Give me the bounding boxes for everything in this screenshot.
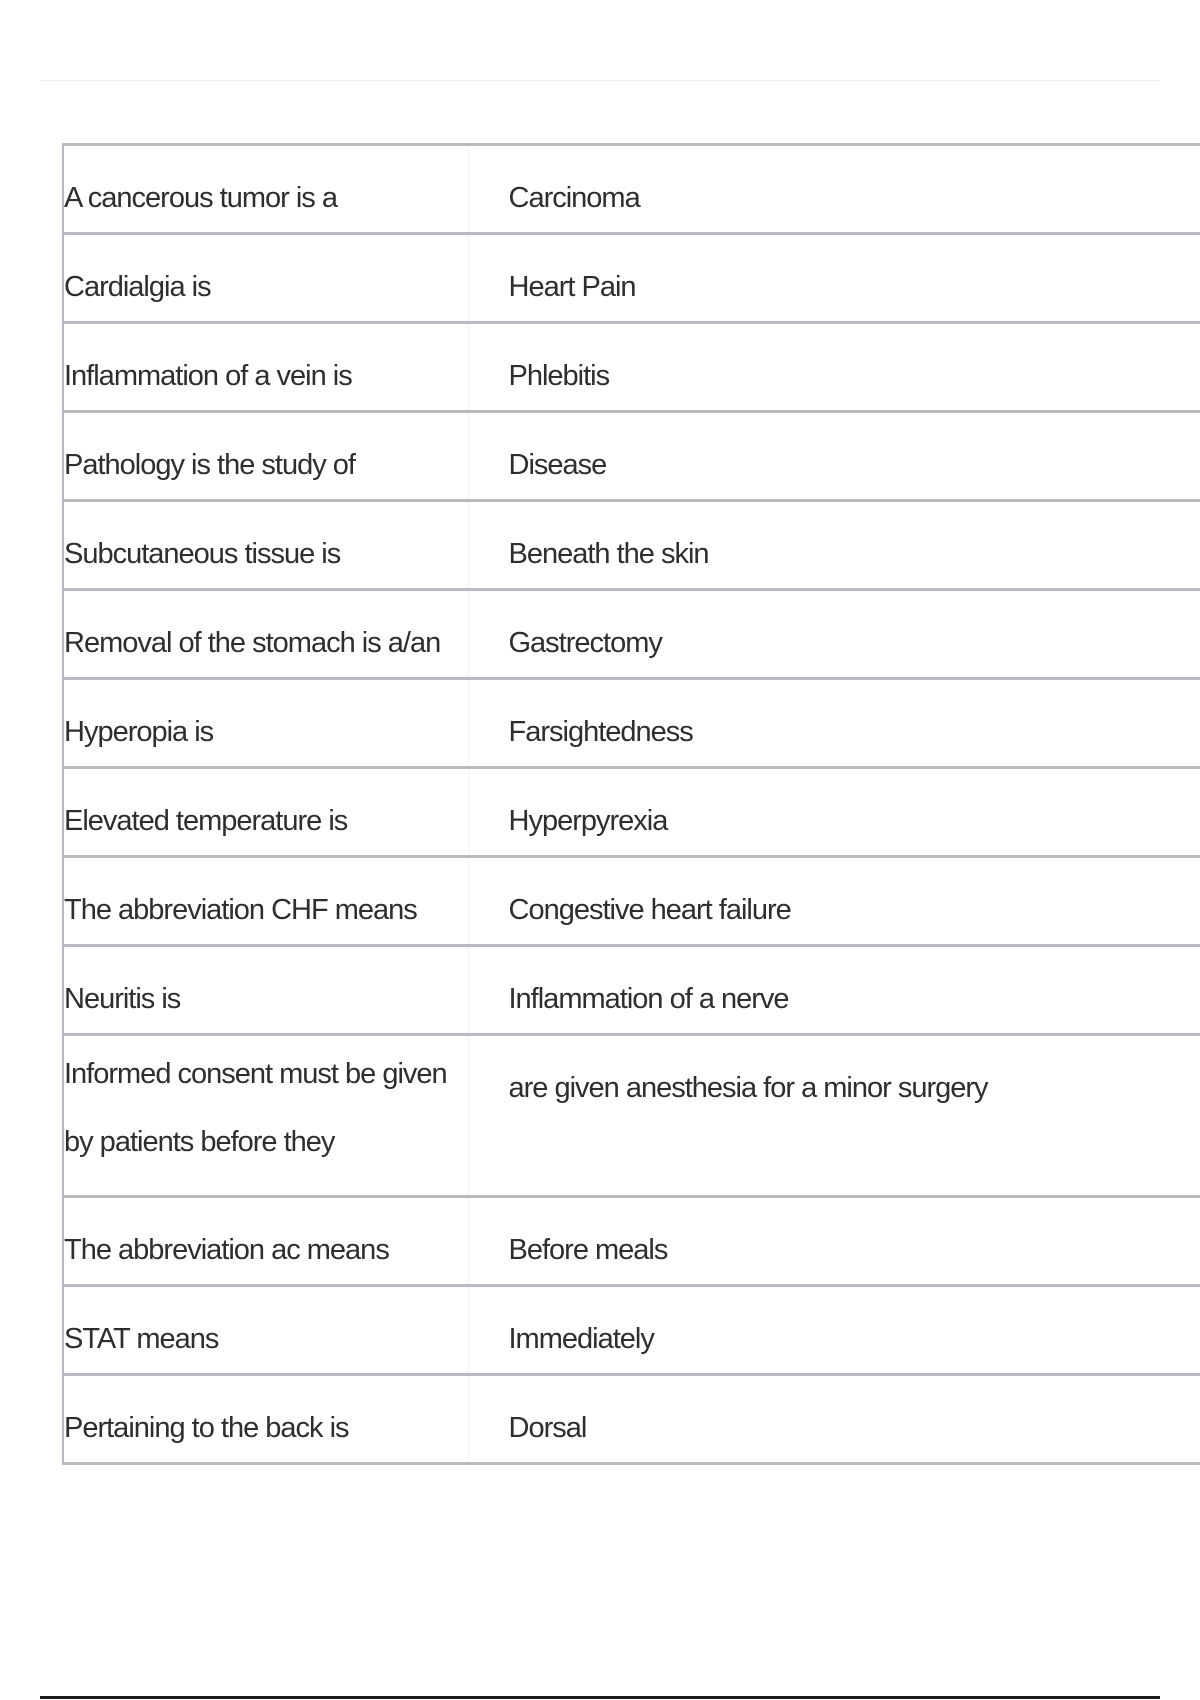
question-text: STAT means bbox=[64, 1323, 219, 1355]
question-cell bbox=[63, 501, 468, 590]
question-cell bbox=[63, 590, 468, 679]
question-text: The abbreviation CHF means bbox=[64, 894, 417, 926]
answer-cell bbox=[468, 412, 1200, 501]
answer-text: Immediately bbox=[508, 1323, 654, 1355]
question-cell bbox=[63, 1197, 468, 1286]
question-cell bbox=[63, 946, 468, 1035]
answer-cell bbox=[468, 1197, 1200, 1286]
question-cell bbox=[63, 145, 468, 234]
question-text: Elevated temperature is bbox=[64, 805, 348, 837]
question-text: Subcutaneous tissue is bbox=[64, 538, 341, 570]
answer-text: Hyperpyrexia bbox=[508, 805, 668, 837]
top-divider bbox=[40, 80, 1160, 81]
answer-text: are given anesthesia for a minor surgery bbox=[508, 1072, 988, 1104]
answer-cell bbox=[468, 323, 1200, 412]
question-cell bbox=[63, 234, 468, 323]
table-row bbox=[63, 1375, 1200, 1464]
question-cell bbox=[63, 679, 468, 768]
answer-text: Before meals bbox=[508, 1234, 668, 1266]
flashcard-table bbox=[62, 143, 1200, 1465]
table-row bbox=[63, 679, 1200, 768]
table-row bbox=[63, 145, 1200, 234]
table-row bbox=[63, 1197, 1200, 1286]
table-row bbox=[63, 323, 1200, 412]
question-cell bbox=[63, 1035, 468, 1197]
question-cell bbox=[63, 857, 468, 946]
question-text: Hyperopia is bbox=[64, 716, 214, 748]
question-text: Cardialgia is bbox=[64, 271, 211, 303]
answer-text: Phlebitis bbox=[508, 360, 610, 392]
answer-cell bbox=[468, 679, 1200, 768]
answer-cell bbox=[468, 1286, 1200, 1375]
question-text: Informed consent must be given by patients before they bbox=[64, 1058, 447, 1158]
answer-cell bbox=[468, 145, 1200, 234]
answer-cell bbox=[468, 1375, 1200, 1464]
question-text: Removal of the stomach is a/an bbox=[64, 627, 441, 659]
answer-cell bbox=[468, 857, 1200, 946]
question-text: Neuritis is bbox=[64, 983, 181, 1015]
answer-text: Dorsal bbox=[508, 1412, 587, 1444]
question-text: Pathology is the study of bbox=[64, 449, 355, 481]
answer-cell bbox=[468, 501, 1200, 590]
table-row bbox=[63, 768, 1200, 857]
answer-text: Beneath the skin bbox=[508, 538, 709, 570]
answer-text: Congestive heart failure bbox=[508, 894, 791, 926]
bottom-divider bbox=[40, 1696, 1160, 1699]
table-row bbox=[63, 857, 1200, 946]
table-row bbox=[63, 1035, 1200, 1197]
question-cell bbox=[63, 768, 468, 857]
question-cell bbox=[63, 412, 468, 501]
answer-text: Carcinoma bbox=[508, 182, 640, 214]
answer-cell bbox=[468, 946, 1200, 1035]
question-cell bbox=[63, 1286, 468, 1375]
table-row bbox=[63, 501, 1200, 590]
answer-cell bbox=[468, 1035, 1200, 1197]
table-row bbox=[63, 946, 1200, 1035]
table-row bbox=[63, 412, 1200, 501]
question-text: Pertaining to the back is bbox=[64, 1412, 349, 1444]
answer-text: Disease bbox=[508, 449, 607, 481]
table-row bbox=[63, 590, 1200, 679]
question-text: A cancerous tumor is a bbox=[64, 182, 337, 214]
answer-text: Gastrectomy bbox=[508, 627, 662, 659]
table-row bbox=[63, 1286, 1200, 1375]
answer-text: Inflammation of a nerve bbox=[508, 983, 789, 1015]
question-text: The abbreviation ac means bbox=[64, 1234, 389, 1266]
answer-cell bbox=[468, 768, 1200, 857]
question-cell bbox=[63, 323, 468, 412]
answer-text: Heart Pain bbox=[508, 271, 636, 303]
answer-text: Farsightedness bbox=[508, 716, 693, 748]
answer-cell bbox=[468, 590, 1200, 679]
question-cell bbox=[63, 1375, 468, 1464]
answer-cell bbox=[468, 234, 1200, 323]
question-text: Inflammation of a vein is bbox=[64, 360, 352, 392]
table-row bbox=[63, 234, 1200, 323]
